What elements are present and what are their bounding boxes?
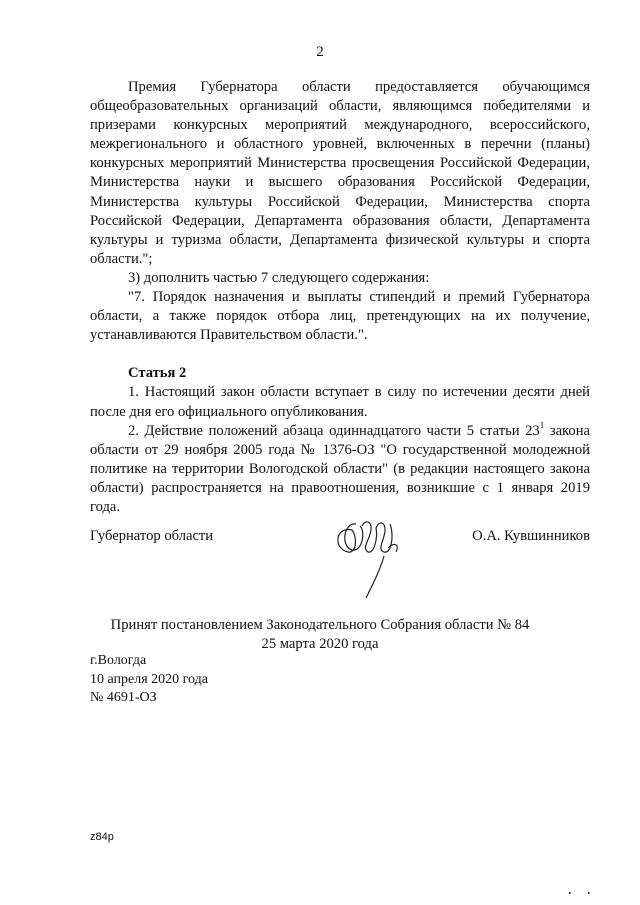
handwritten-signature xyxy=(322,508,418,604)
adoption-note xyxy=(0,616,640,654)
signing-date: 10 апреля 2020 года xyxy=(90,671,208,687)
paragraph-retroactive xyxy=(90,419,590,517)
document-metadata xyxy=(90,652,208,708)
law-number: № 4691-ОЗ xyxy=(90,690,157,705)
document-body xyxy=(90,78,590,517)
paragraph-retroactive-part-b: закона области от 29 ноября 2005 года № 1376-ОЗ "О государственной молодежной политике на территории Вологодской области" (в редакции настоящего закона области) распространяется на правоотношения, возникшие с 1 января 2019 года. xyxy=(90,422,590,515)
paragraph-premium: Премия Губернатора области предоставляется обучающимся общеобразовательных организаций области, являющимся победителями и призерами конкурсных мероприятий международного, всероссийского, межрегионального и областного уровней, включенных в перечни (планы) конкурсных мероприятий Министерства просвещения Российской Федерации, Министерства науки и высшего образования Российской Федерации, Министерства культуры Российской Федерации, Министерства спорта Российской Федерации, Департамента образования области, Департамента культуры и туризма области, Департамента физической культуры и спорта области."; xyxy=(90,79,590,267)
adoption-line-2: 25 марта 2020 года xyxy=(261,636,379,652)
signer-position: Губернатор области xyxy=(90,528,214,544)
city: г.Вологда xyxy=(90,653,147,668)
paragraph-amend-part7: 3) дополнить частью 7 следующего содержания: xyxy=(128,269,430,286)
page-number: 2 xyxy=(316,44,324,60)
scan-dots xyxy=(568,890,592,896)
superscript-article-number: 1 xyxy=(539,419,545,430)
document-code: z84p xyxy=(90,831,114,843)
paragraph-effective-date: 1. Настоящий закон области вступает в силу по истечении десяти дней после дня его официального опубликования. xyxy=(90,384,590,420)
paragraph-part7-text: "7. Порядок назначения и выплаты стипендий и премий Губернатора области, а также порядок отбора лиц, претендующих на их получение, устанавливаются Правительством области.". xyxy=(90,289,590,344)
article-heading: Статья 2 xyxy=(128,365,187,382)
signer-name: О.А. Кувшинников xyxy=(472,528,590,544)
paragraph-retroactive-part-a: 2. Действие положений абзаца одиннадцатого части 5 статьи 23 xyxy=(128,422,540,439)
adoption-line-1: Принят постановлением Законодательного Собрания области № 84 xyxy=(110,617,530,633)
